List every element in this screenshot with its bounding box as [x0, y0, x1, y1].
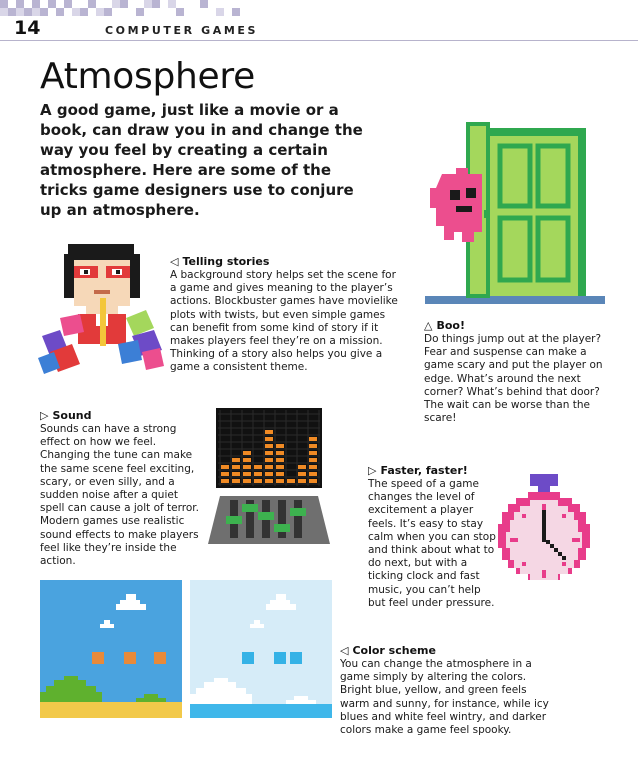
color-scheme-heading-text: Color scheme: [352, 644, 436, 657]
faster-body: The speed of a game changes the level of excitement a player feels. It’s easy to stay calm when you can stop and think about what to do next, but with a ticking clock and fast music, you can’t help but feel under pressure.: [368, 478, 496, 609]
equalizer-segment: [287, 479, 295, 483]
equalizer-segment: [276, 479, 284, 483]
icy-color-scene: [190, 580, 332, 718]
sound-heading-text: Sound: [52, 409, 92, 422]
equalizer-segment: [276, 472, 284, 476]
equalizer-segment: [265, 444, 273, 448]
equalizer-segment: [265, 479, 273, 483]
equalizer-segment: [265, 437, 273, 441]
equalizer-segment: [265, 430, 273, 434]
equalizer-segment: [221, 465, 229, 469]
equalizer-segment: [243, 472, 251, 476]
equalizer-segment: [298, 465, 306, 469]
equalizer-segment: [276, 444, 284, 448]
left-arrow-icon: ◁: [340, 644, 349, 657]
sound-body: Sounds can have a strong effect on how we feel. Changing the tune can make the same scene feel exciting, scary, or even silly, and a sudden noise after a quiet spell can cause a jolt of terror. Modern games use realistic sound effects to make players feel like they’re inside the action.: [40, 423, 199, 568]
equalizer-segment: [243, 465, 251, 469]
equalizer-segment: [232, 472, 240, 476]
page-title: Atmosphere: [40, 56, 255, 97]
equalizer-segment: [254, 465, 262, 469]
equalizer-segment: [265, 451, 273, 455]
right-arrow-icon: ▷: [40, 409, 49, 422]
up-arrow-icon: △: [424, 319, 433, 332]
equalizer-segment: [254, 472, 262, 476]
equalizer-segment: [221, 479, 229, 483]
equalizer-segment: [298, 479, 306, 483]
color-scheme-heading: [340, 644, 436, 657]
equalizer-segment: [309, 479, 317, 483]
right-arrow-icon: ▷: [368, 464, 377, 477]
section-label: COMPUTER GAMES: [105, 24, 259, 37]
equalizer-segment: [232, 465, 240, 469]
equalizer-segment: [276, 458, 284, 462]
alarm-clock-illustration: [496, 470, 602, 586]
faster-heading: [368, 464, 468, 477]
equalizer-segment: [232, 458, 240, 462]
intro-paragraph: A good game, just like a movie or a book, can draw you in and change the way you feel by creating a certain atmosphere. Here are some of the tricks game designers use to conjure up an atmosphere.: [40, 101, 363, 219]
telling-stories-heading: [170, 255, 269, 268]
equalizer-segment: [265, 458, 273, 462]
page-number: 14: [14, 17, 41, 39]
equalizer-segment: [276, 465, 284, 469]
equalizer-segment: [254, 479, 262, 483]
faster-heading-text: Faster, faster!: [380, 464, 468, 477]
storyteller-character-illustration: [38, 240, 166, 376]
equalizer-segment: [309, 472, 317, 476]
equalizer-segment: [309, 451, 317, 455]
equalizer-illustration: [202, 408, 338, 548]
warm-color-scene: [40, 580, 182, 718]
boo-heading: [424, 319, 465, 332]
telling-stories-body: A background story helps set the scene for a game and gives meaning to the player’s actions. Blockbuster games have movielike plots with twists, but even simple games can benefit from some kind of story if it makes players feel they’re on a mission. Thinking of a story also helps you give a game a consistent theme.: [170, 269, 398, 374]
equalizer-segment: [243, 451, 251, 455]
equalizer-segment: [265, 472, 273, 476]
header-rule: [0, 40, 638, 41]
equalizer-segment: [298, 472, 306, 476]
sound-heading: [40, 409, 91, 422]
boo-body: Do things jump out at the player? Fear and suspense can make a game scary and put the player on edge. What’s around the next corner? What’s behind that door? The wait can be worse than the scare!: [424, 333, 603, 425]
left-arrow-icon: ◁: [170, 255, 179, 268]
equalizer-segment: [309, 465, 317, 469]
equalizer-segment: [232, 479, 240, 483]
color-scheme-body: You can change the atmosphere in a game simply by altering the colors. Bright blue, yellow, and green feels warm and sunny, for instance, while icy blues and white feel wintry, and darker colors make a game feel spooky.: [340, 658, 549, 737]
equalizer-segment: [243, 458, 251, 462]
equalizer-segment: [309, 437, 317, 441]
door-monster-illustration: [420, 118, 610, 310]
equalizer-segment: [309, 458, 317, 462]
page-header: [0, 0, 638, 42]
boo-heading-text: Boo!: [436, 319, 465, 332]
equalizer-segment: [309, 444, 317, 448]
equalizer-segment: [276, 451, 284, 455]
telling-stories-heading-text: Telling stories: [182, 255, 270, 268]
equalizer-segment: [221, 472, 229, 476]
equalizer-segment: [265, 465, 273, 469]
equalizer-segment: [243, 479, 251, 483]
